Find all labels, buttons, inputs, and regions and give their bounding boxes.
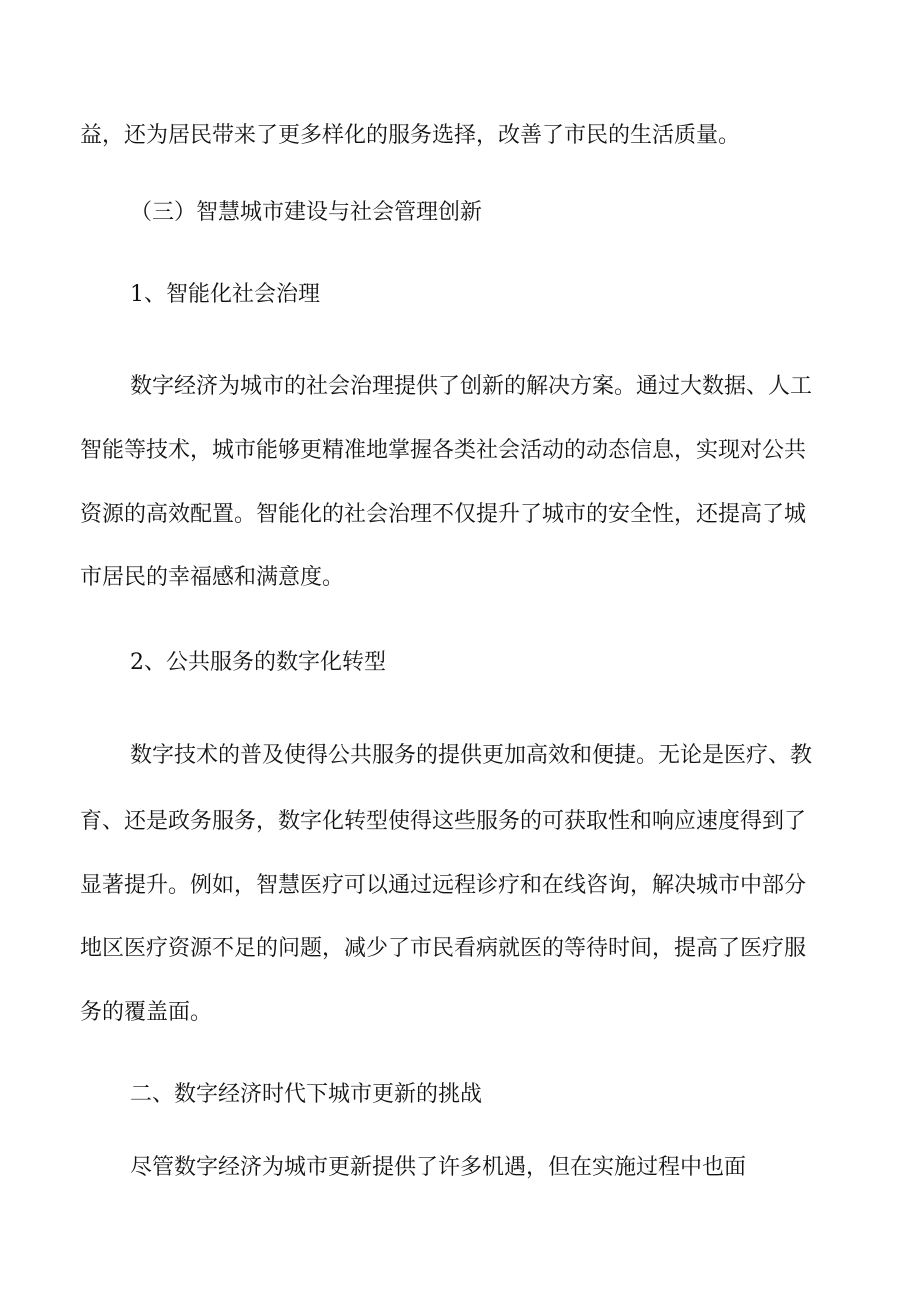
section-heading-3: （三）智慧城市建设与社会管理创新 [130,200,483,225]
chapter-heading: 二、数字经济时代下城市更新的挑战 [130,1082,483,1107]
subsection-heading-2: 2、公共服务的数字化转型 [130,650,386,675]
subsection-heading-1: 1、智能化社会治理 [130,282,320,307]
paragraph-line: 资源的高效配置。智能化的社会治理不仅提升了城市的安全性，还提高了城 [80,502,807,527]
paragraph-line: 地区医疗资源不足的问题，减少了市民看病就医的等待时间，提高了医疗服 [80,936,807,961]
paragraph-line: 务的覆盖面。 [80,1000,213,1025]
paragraph-line: 育、还是政务服务，数字化转型使得这些服务的可获取性和响应速度得到了 [80,809,807,834]
paragraph-line: 数字技术的普及使得公共服务的提供更加高效和便捷。无论是医疗、教 [130,743,813,768]
paragraph-line: 智能等技术，城市能够更精准地掌握各类社会活动的动态信息，实现对公共 [80,438,807,463]
paragraph-line: 市居民的幸福感和满意度。 [80,565,345,590]
paragraph-line: 尽管数字经济为城市更新提供了许多机遇，但在实施过程中也面 [130,1155,747,1180]
paragraph-line: 显著提升。例如，智慧医疗可以通过远程诊疗和在线咨询，解决城市中部分 [80,873,807,898]
paragraph-line: 数字经济为城市的社会治理提供了创新的解决方案。通过大数据、人工 [130,374,813,399]
paragraph-continuation-line: 益，还为居民带来了更多样化的服务选择，改善了市民的生活质量。 [80,123,741,148]
